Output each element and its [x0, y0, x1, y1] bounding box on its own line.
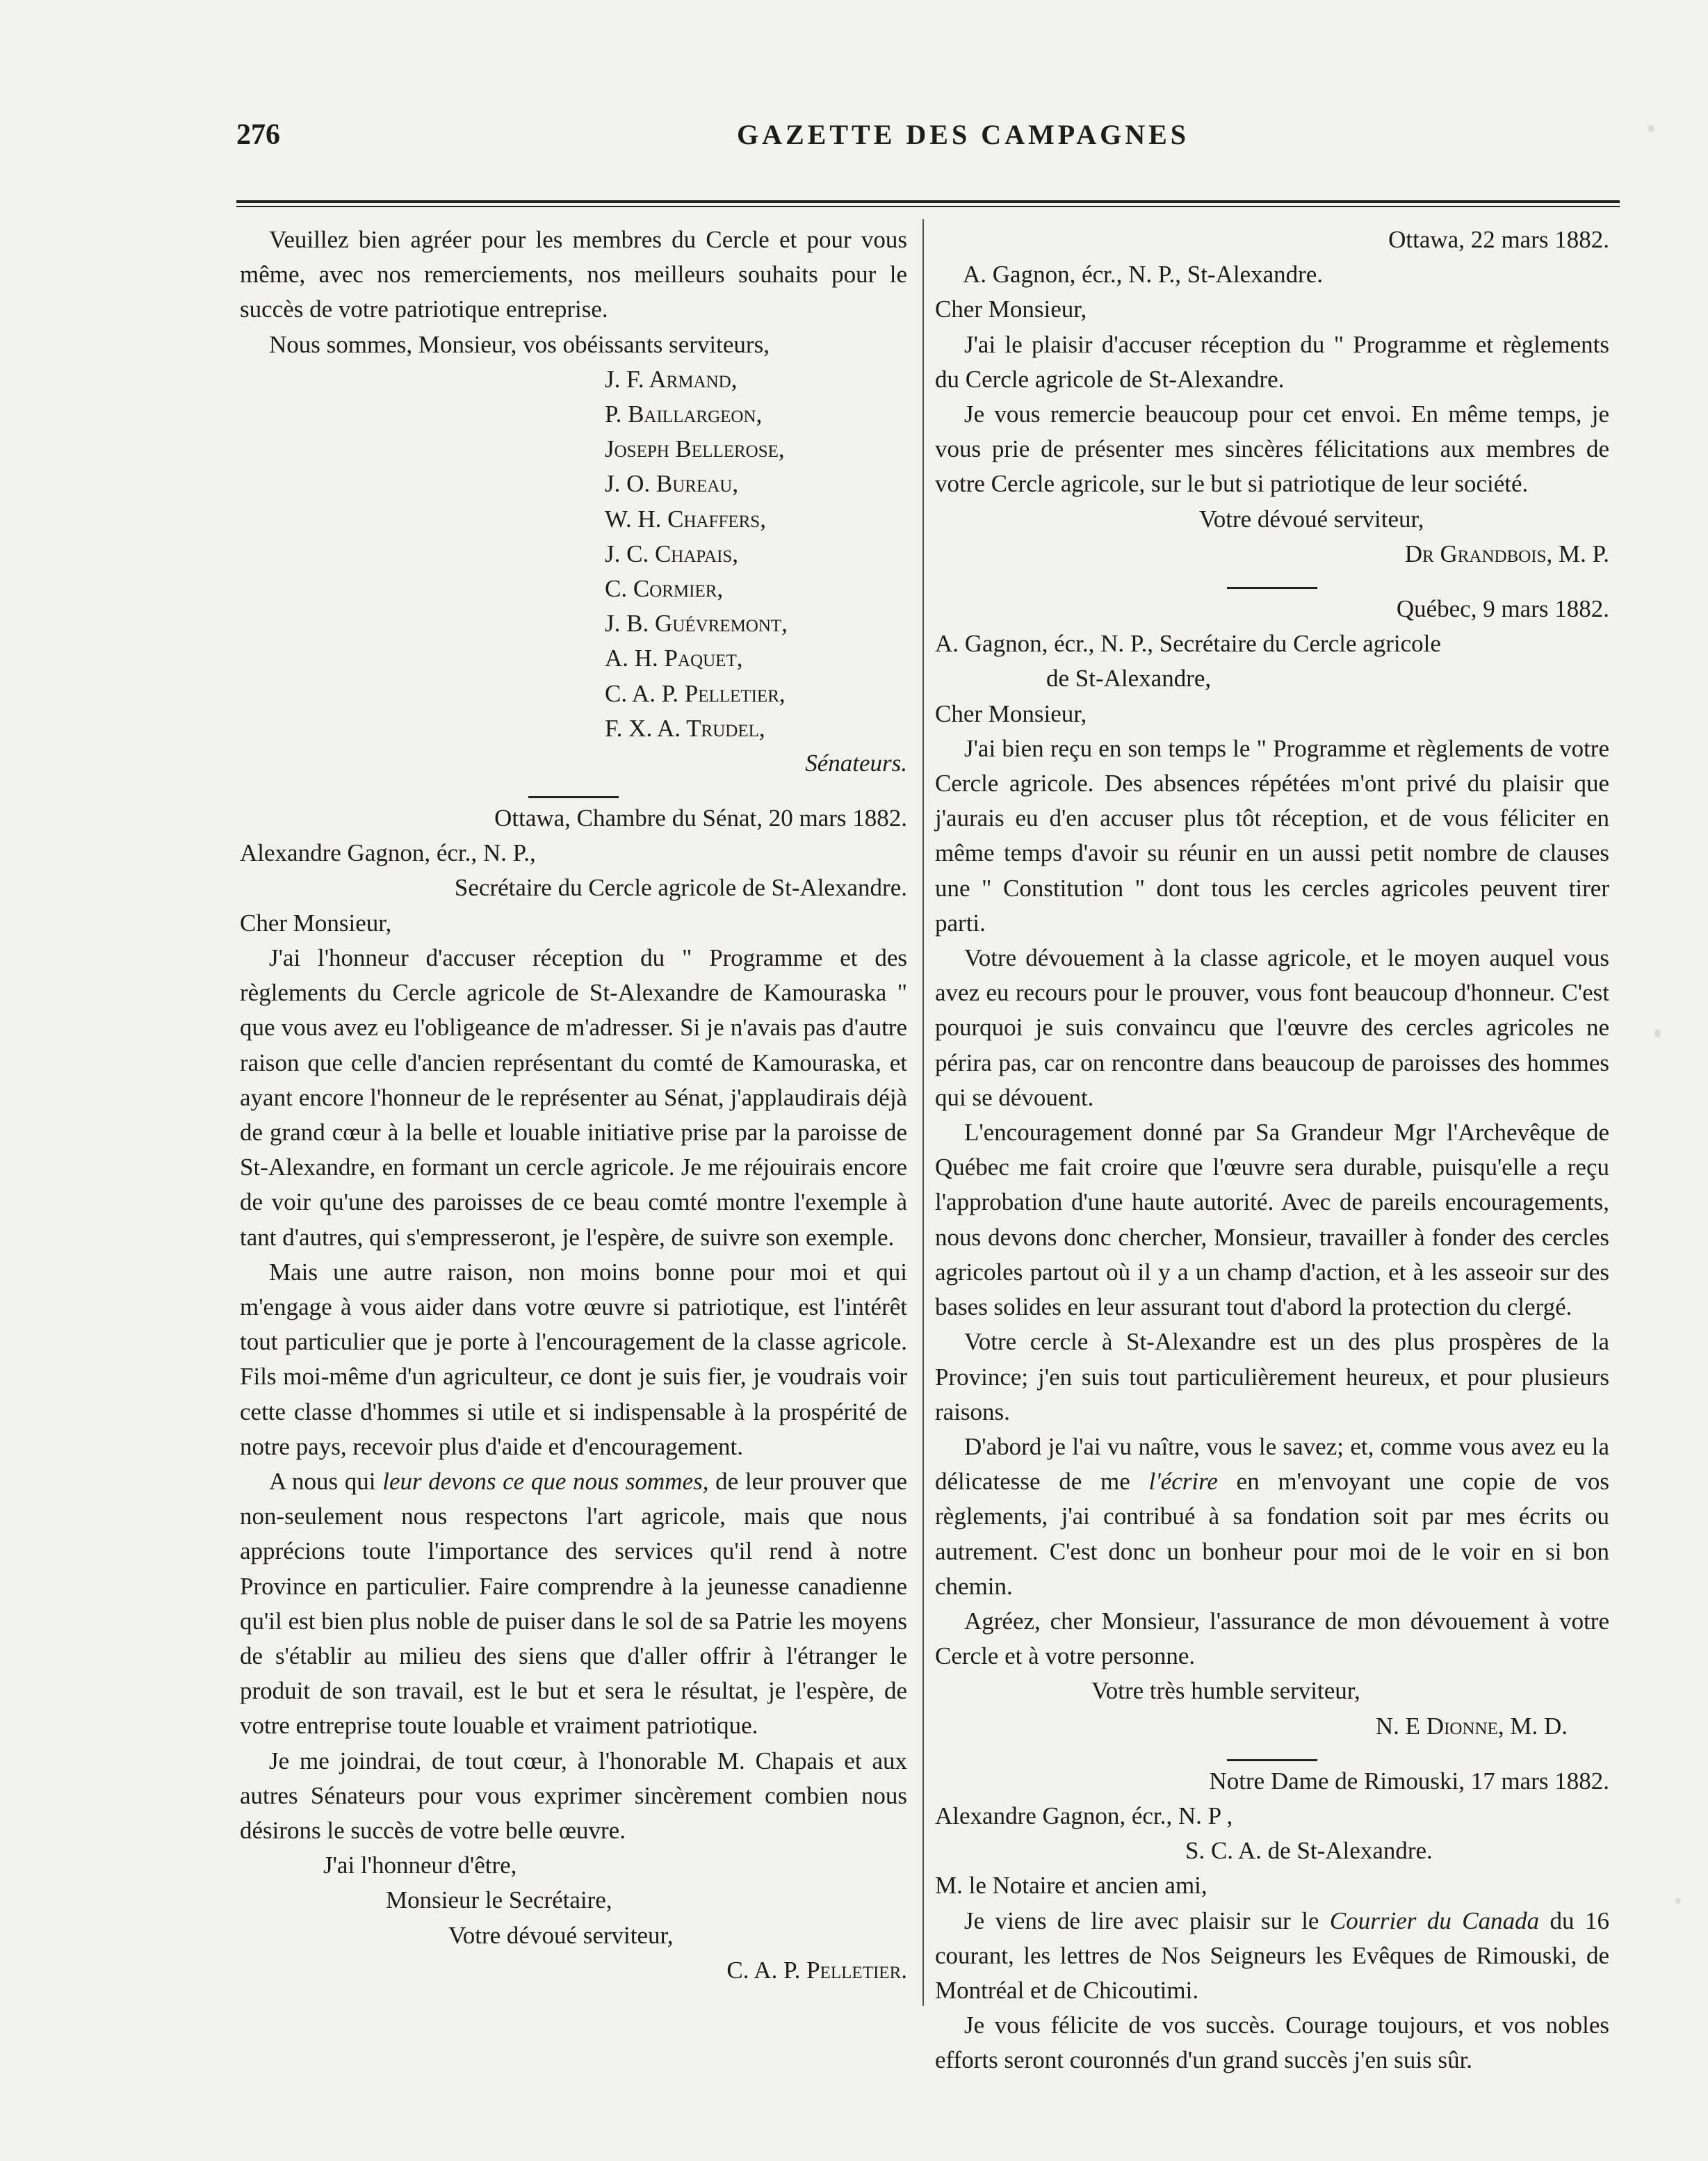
header-rule — [236, 200, 1620, 203]
letter-paragraph: L'encouragement donné par Sa Grandeur Mgr l'Archevêque de Québec me fait croire que l'œuvre sera durable, puisqu'elle a reçu l'approbation d'une haute autorité. Avec de pareils encouragements, nous devons donc chercher, Monsieur, travailler à fonder des cercles agricoles partout où il y a un champ d'action, et à les asseoir sur des bases solides en leur assurant tout d'abord la protection du clergé. — [935, 1119, 1609, 1321]
letter-paragraph: J'ai l'honneur d'accuser réception du " Programme et des règlements du Cercle agricole de St-Alexandre de Kamouraska " que vous avez eu l'obligeance de m'adresser. Si je n'avais pas d'autre raison que celle d'ancien représentant du comté de Kamouraska, et ayant encore l'honneur de le représenter au Sénat, j'applaudirais déjà de grand cœur à la belle et louable initiative prise par la paroisse de St-Alexandre, en formant un cercle agricole. Je me réjouirais encore de voir qu'une des paroisses de ce beau comté montre l'exemple à tant d'autres, qui s'empresseront, je l'espère, de suivre son exemple. — [240, 944, 907, 1251]
letter-paragraph: A nous qui leur devons ce que nous sommes, de leur prouver que non-seulement nous respectons l'art agricole, mais que nous apprécions toute l'importance des services qu'il rend à notre Province en particulier. Faire comprendre à la jeunesse canadienne qu'il est bien plus noble de puiser dans le sol de sa Patrie les moyens de s'établir au milieu des siens que d'aller offrir à l'étranger le produit de son travail, est le but et sera le résultat, je l'espère, de votre entreprise toute louable et vraiment patriotique. — [240, 1467, 907, 1740]
letter-paragraph: J'ai bien reçu en son temps le " Programme et règlements de votre Cercle agricole. Des absences répétées m'ont privé du plaisir que j'aurais eu d'en accuser plus tôt réception, et de vous féliciter en même temps d'avoir su réunir en un aussi petit nombre de clauses une " Constitution " dont tous les cercles agricoles peuvent tirer parti. — [935, 734, 1609, 937]
right-column — [935, 222, 1609, 2078]
letter-addressee: A. Gagnon, écr., N. P., Secrétaire du Cercle agricole — [935, 630, 1441, 658]
senateurs-label: Sénateurs. — [805, 749, 907, 777]
letter-salutation: Cher Monsieur, — [935, 699, 1087, 727]
nous-sommes-line: Nous sommes, Monsieur, vos obéissants serviteurs, — [269, 330, 770, 358]
letter-addressee: Alexandre Gagnon, écr., N. P., — [240, 839, 536, 867]
letter-closing: J'ai l'honneur d'être, — [323, 1852, 517, 1879]
letter-paragraph: J'ai le plaisir d'accuser réception du " Programme et règlements du Cercle agricole de St-Alexandre. — [935, 330, 1609, 393]
letter-signature: N. E Dionne, M. D. — [1375, 1712, 1568, 1740]
senator-name: C. A. P. Pelletier, — [605, 679, 786, 707]
letter-separator — [1227, 1759, 1317, 1761]
letter-addressee: de St-Alexandre, — [1046, 665, 1212, 693]
letter-paragraph: Agréez, cher Monsieur, l'assurance de mon dévouement à votre Cercle et à votre personne. — [935, 1607, 1609, 1670]
letter-dateline: Notre Dame de Rimouski, 17 mars 1882. — [1209, 1767, 1609, 1795]
senator-name: C. Cormier, — [605, 574, 724, 602]
letter-closing: Monsieur le Secrétaire, — [386, 1886, 612, 1914]
letter-paragraph: Je me joindrai, de tout cœur, à l'honorable M. Chapais et aux autres Sénateurs pour vous exprimer sincèrement combien nous désirons le succès de votre belle œuvre. — [240, 1747, 907, 1844]
letter-addressee: S. C. A. de St-Alexandre. — [1185, 1837, 1433, 1865]
senator-name: J. F. Armand, — [605, 365, 738, 393]
letter-salutation: M. le Notaire et ancien ami, — [935, 1872, 1207, 1900]
scan-speck — [1654, 1029, 1661, 1037]
letter-paragraph: Je viens de lire avec plaisir sur le Courrier du Canada du 16 courant, les lettres de Nos Seigneurs les Evêques de Rimouski, de Montréal et de Chicoutimi. — [935, 1907, 1609, 2004]
letter-addressee-title: Secrétaire du Cercle agricole de St-Alexandre. — [454, 874, 907, 902]
letter-closing: Votre très humble serviteur, — [1091, 1677, 1360, 1705]
letter-closing: Votre dévoué serviteur, — [448, 1921, 674, 1949]
senator-name: W. H. Chaffers, — [605, 505, 766, 533]
senator-name: J. C. Chapais, — [605, 540, 739, 567]
letter-paragraph: Je vous remercie beaucoup pour cet envoi. En même temps, je vous prie de présenter mes sincères félicitations aux membres de votre Cercle agricole, sur le but si patriotique de leur société. — [935, 400, 1609, 498]
closing-paragraph: Veuillez bien agréer pour les membres du Cercle et pour vous même, avec nos remerciements, nos meilleurs souhaits pour le succès de votre patriotique entreprise. — [240, 226, 907, 323]
letter-signature: Dr Grandbois, M. P. — [1404, 540, 1609, 567]
column-divider — [922, 219, 924, 2006]
senator-name: J. B. Guévremont, — [605, 610, 788, 638]
letter-separator — [1227, 587, 1317, 589]
letter-addressee: Alexandre Gagnon, écr., N. P , — [935, 1802, 1233, 1829]
journal-title: GAZETTE DES CAMPAGNES — [737, 119, 1190, 150]
letter-dateline: Québec, 9 mars 1882. — [1396, 595, 1609, 623]
page-number: 276 — [236, 119, 280, 151]
letter-paragraph: Je vous félicite de vos succès. Courage toujours, et vos nobles efforts seront couronnés d'un grand succès j'en suis sûr. — [935, 2012, 1609, 2074]
senator-name: F. X. A. Trudel, — [605, 714, 765, 742]
letter-separator — [528, 796, 619, 798]
senator-name: P. Baillargeon, — [605, 400, 763, 428]
letter-paragraph: Votre cercle à St-Alexandre est un des plus prospères de la Province; j'en suis tout particulièrement heureux, et pour plusieurs raisons. — [935, 1328, 1609, 1425]
letter-dateline: Ottawa, Chambre du Sénat, 20 mars 1882. — [494, 804, 907, 832]
letter-salutation: Cher Monsieur, — [240, 909, 392, 937]
header-rule-thin — [236, 206, 1620, 207]
letter-paragraph: D'abord je l'ai vu naître, vous le savez; et, comme vous avez eu la délicatesse de me l'écrire en m'envoyant une copie de vos règlements, j'ai contribué à sa fondation soit par mes écrits ou autrement. C'est donc un bonheur pour moi de le voir en si bon chemin. — [935, 1432, 1609, 1600]
senator-signature-list — [605, 362, 907, 746]
letter-paragraph: Votre dévouement à la classe agricole, et le moyen auquel vous avez eu recours pour le prouver, vous font beaucoup d'honneur. C'est pourquoi je suis convaincu que l'œuvre des cercles agricoles ne périra pas, car on rencontre dans beaucoup de paroisses des hommes qui se dévouent. — [935, 944, 1609, 1111]
letter-signature: C. A. P. Pelletier. — [726, 1956, 907, 1984]
senator-name: J. O. Bureau, — [605, 470, 739, 498]
letter-paragraph: Mais une autre raison, non moins bonne pour moi et qui m'engage à vous aider dans votre œuvre si patriotique, est l'intérêt tout particulier que je porte à l'encouragement de la classe agricole. Fils moi-même d'un agriculteur, ce dont je suis fier, je voudrais voir cette classe d'hommes si utile et si indispensable à la prospérité de notre pays, recevoir plus d'aide et d'encouragement. — [240, 1258, 907, 1460]
letter-closing: Votre dévoué serviteur, — [1199, 505, 1424, 533]
running-head — [236, 118, 1634, 160]
letter-addressee: A. Gagnon, écr., N. P., St-Alexandre. — [963, 261, 1324, 289]
letter-dateline: Ottawa, 22 mars 1882. — [1388, 226, 1609, 253]
senator-name: A. H. Paquet, — [605, 645, 743, 672]
scan-speck — [1648, 125, 1654, 132]
scan-speck — [1675, 1898, 1681, 1904]
senator-name: Joseph Bellerose, — [605, 435, 785, 463]
letter-salutation: Cher Monsieur, — [935, 296, 1087, 323]
left-column — [240, 222, 907, 1988]
